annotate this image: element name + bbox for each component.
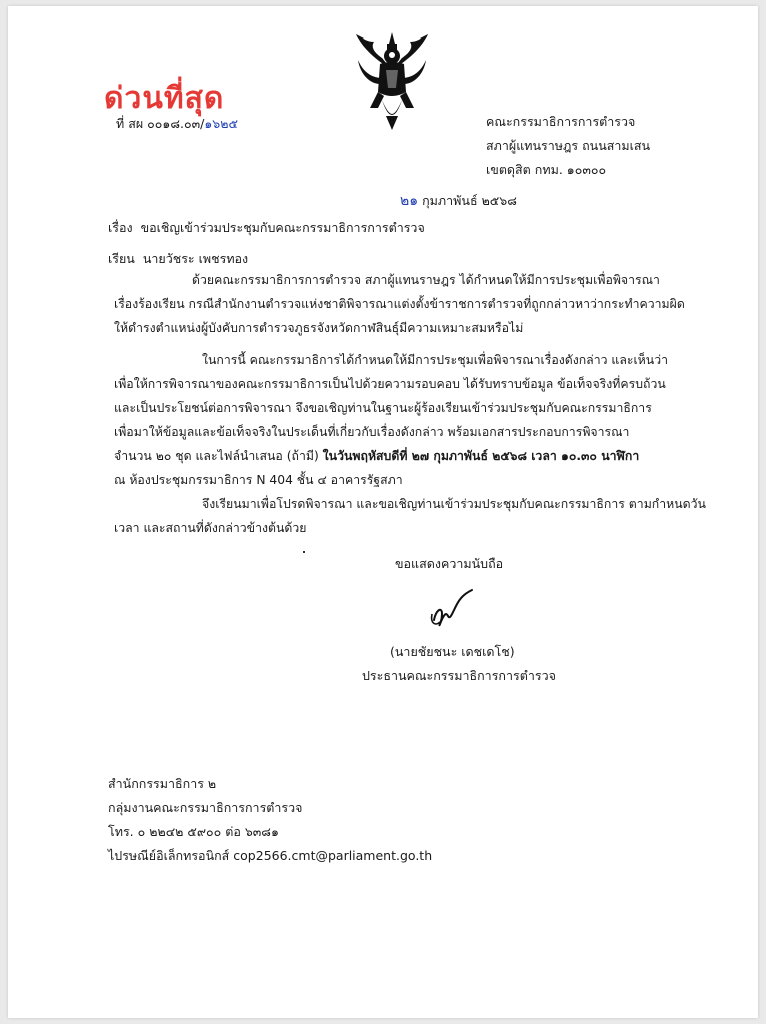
- meeting-datetime: ในวันพฤหัสบดีที่ ๒๗ กุมภาพันธ์ ๒๕๖๘ เวลา ๑๐.๓๐ นาฬิกา: [322, 449, 640, 463]
- closing-salutation: ขอแสดงความนับถือ: [395, 556, 504, 571]
- meeting-datetime-line: [114, 444, 654, 468]
- signature-icon: [428, 584, 480, 634]
- document-page: [8, 6, 758, 1018]
- body-paragraph-2: [114, 348, 669, 492]
- paragraph-line: เรื่องร้องเรียน กรณีสำนักงานตำรวจแห่งชาติพิจารณาแต่งตั้งข้าราชการตำรวจที่ถูกกล่าวหาว่ากระทำความผิด: [114, 297, 685, 311]
- body-paragraph-1: [114, 268, 685, 340]
- paragraph-line: ให้ดำรงตำแหน่งผู้บังคับการตำรวจภูธรจังหวัดกาฬสินธุ์มีความเหมาะสมหรือไม่: [114, 321, 524, 335]
- address-line-3: เขตดุสิต กทม. ๑๐๓๐๐: [486, 162, 607, 177]
- signer-title: ประธานคณะกรรมาธิการการตำรวจ: [362, 668, 556, 683]
- footer-email: ไปรษณีย์อิเล็กทรอนิกส์ cop2566.cmt@parliament.go.th: [108, 848, 433, 863]
- body-paragraph-3: [114, 492, 706, 540]
- letter-date: [400, 193, 517, 209]
- date-month-year: กุมภาพันธ์ ๒๕๖๘: [422, 193, 517, 208]
- reference-prefix: ที่ สผ ๐๐๑๘.๐๓/: [116, 116, 205, 131]
- subject-text: ขอเชิญเข้าร่วมประชุมกับคณะกรรมาธิการการตำรวจ: [140, 220, 425, 235]
- date-day-handwritten: ๒๑: [400, 193, 419, 209]
- subject-line: [108, 220, 425, 236]
- paragraph-line: และเป็นประโยชน์ต่อการพิจารณา จึงขอเชิญท่านในฐานะผู้ร้องเรียนเข้าร่วมประชุมกับคณะกรรมาธิการ: [114, 401, 652, 415]
- reference-number: [116, 116, 238, 132]
- paragraph-line: ด้วยคณะกรรมาธิการการตำรวจ สภาผู้แทนราษฎร ได้กำหนดให้มีการประชุมเพื่อพิจารณา: [192, 273, 660, 287]
- paragraph-line: จึงเรียนมาเพื่อโปรดพิจารณา และขอเชิญท่านเข้าร่วมประชุมกับคณะกรรมาธิการ ตามกำหนดวัน: [202, 497, 706, 511]
- garuda-emblem-icon: [346, 30, 438, 132]
- footer-phone: โทร. ๐ ๒๒๔๒ ๕๙๐๐ ต่อ ๖๓๘๑: [108, 824, 279, 839]
- address-line-2: สภาผู้แทนราษฎร ถนนสามเสน: [486, 138, 651, 153]
- footer-division: กลุ่มงานคณะกรรมาธิการการตำรวจ: [108, 800, 303, 815]
- paragraph-line: เวลา และสถานที่ดังกล่าวข้างต้นด้วย: [114, 521, 307, 535]
- subject-label: เรื่อง: [108, 220, 133, 235]
- reference-handwritten: ๑๖๒๕: [204, 116, 238, 131]
- recipient-label: เรียน: [108, 251, 135, 266]
- signer-name: (นายชัยชนะ เดชเดโช): [390, 644, 515, 659]
- footer-office: สำนักกรรมาธิการ ๒: [108, 776, 217, 791]
- recipient-name: นายวัชระ เพชรทอง: [142, 251, 249, 266]
- paragraph-line: ในการนี้ คณะกรรมาธิการได้กำหนดให้มีการประชุมเพื่อพิจารณาเรื่องดังกล่าว และเห็นว่า: [202, 353, 669, 367]
- stray-dot: [303, 551, 305, 553]
- paragraph-line: เพื่อให้การพิจารณาของคณะกรรมาธิการเป็นไปด้วยความรอบคอบ ได้รับทราบข้อมูล ข้อเท็จจริงที่ครบถ้วน: [114, 377, 666, 391]
- paragraph-line: เพื่อมาให้ข้อมูลและข้อเท็จจริงในประเด็นที่เกี่ยวกับเรื่องดังกล่าว พร้อมเอกสารประกอบการพิจารณา: [114, 425, 630, 439]
- address-line-1: คณะกรรมาธิการการตำรวจ: [486, 114, 636, 129]
- urgent-stamp: ด่วนที่สุด: [104, 81, 225, 116]
- recipient-line: [108, 251, 248, 267]
- meeting-materials: จำนวน ๒๐ ชุด และไฟล์นำเสนอ (ถ้ามี): [114, 449, 323, 463]
- meeting-location: ณ ห้องประชุมกรรมาธิการ N 404 ชั้น ๔ อาคารรัฐสภา: [114, 473, 403, 487]
